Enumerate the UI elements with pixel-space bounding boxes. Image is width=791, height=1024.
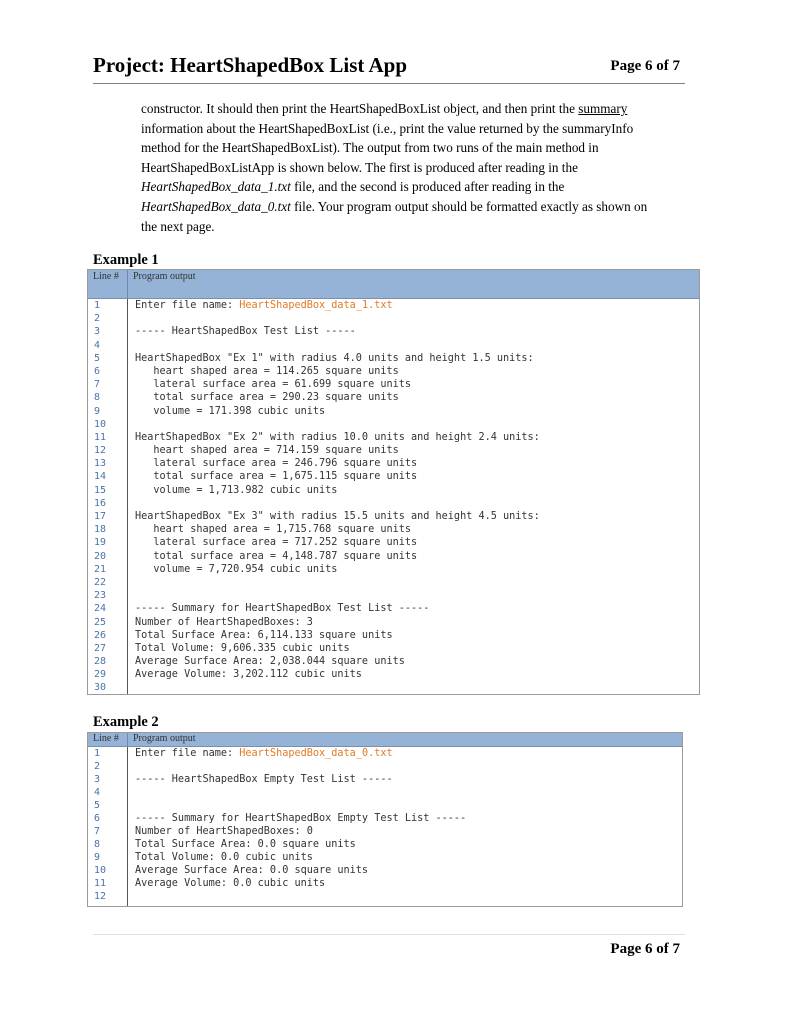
output-line (135, 890, 466, 903)
line-number: 7 (94, 379, 101, 391)
line-number: 15 (94, 484, 107, 496)
line-number: 20 (94, 550, 107, 562)
line-number: 9 (94, 852, 101, 863)
output-line: lateral surface area = 717.252 square units (135, 537, 418, 549)
output-line (135, 576, 540, 589)
line-numbers (88, 299, 128, 694)
output-line (135, 786, 466, 799)
output-line: HeartShapedBox "Ex 3" with radius 15.5 units and height 4.5 units: (135, 511, 540, 522)
line-number: 4 (94, 339, 101, 351)
output-line: Average Surface Area: 0.0 square units (135, 865, 369, 876)
line-number: 28 (94, 656, 107, 668)
paragraph-line: HeartShapedBoxListApp is shown below. The first is produced after reading in the (141, 159, 578, 175)
output-line (135, 418, 540, 431)
output-line: lateral surface area = 61.699 square units (135, 379, 412, 391)
output-line (135, 589, 540, 602)
output-line: Average Volume: 3,202.112 cubic units (135, 669, 362, 681)
line-number: 2 (94, 761, 101, 772)
line-number: 3 (94, 774, 101, 785)
example-1-label: Example 1 (93, 252, 159, 268)
output-line: HeartShapedBox "Ex 2" with radius 10.0 units and height 2.4 units: (135, 431, 540, 443)
line-number: 12 (94, 445, 107, 457)
output-line (135, 681, 540, 694)
line-numbers (88, 747, 128, 906)
output-line: total surface area = 4,148.787 square units (135, 550, 418, 562)
filename-italic: HeartShapedBox_data_1.txt (141, 179, 291, 195)
output-line: Average Volume: 0.0 cubic units (135, 878, 326, 889)
paragraph-line: information about the HeartShapedBoxList (i.e., print the value returned by the summaryInfo (141, 120, 634, 136)
output-line: volume = 171.398 cubic units (135, 405, 326, 417)
output-line: Number of HeartShapedBoxes: 0 (135, 826, 313, 837)
output-lines (128, 299, 540, 694)
output-line: volume = 1,713.982 cubic units (135, 484, 338, 496)
example-2-label: Example 2 (93, 714, 159, 730)
table-body (88, 299, 699, 694)
example-2-output-table (87, 732, 683, 907)
document-title: Project: HeartShapedBox List App (93, 53, 408, 77)
table-header (88, 270, 699, 299)
line-number: 22 (94, 576, 107, 588)
filename-italic: HeartShapedBox_data_0.txt (141, 198, 291, 214)
line-number: 5 (94, 352, 101, 364)
line-number: 8 (94, 392, 101, 404)
line-number: 2 (94, 313, 101, 325)
line-number: 5 (94, 800, 101, 811)
footer-page-number: Page 6 of 7 (610, 941, 680, 957)
program-output-header: Program output (133, 271, 196, 282)
table-header (88, 733, 682, 747)
program-output-header: Program output (133, 733, 196, 744)
output-line: heart shaped area = 714.159 square units (135, 445, 399, 457)
output-line: total surface area = 290.23 square units (135, 392, 399, 404)
line-number: 17 (94, 511, 107, 522)
line-number: 27 (94, 642, 107, 654)
line-number: 16 (94, 497, 107, 509)
output-line: heart shaped area = 1,715.768 square units (135, 524, 412, 536)
paragraph-line: HeartShapedBox_data_0.txt file. Your program output should be formatted exactly as shown on (141, 198, 648, 214)
output-line: HeartShapedBox "Ex 1" with radius 4.0 units and height 1.5 units: (135, 352, 534, 364)
output-line (135, 339, 540, 352)
line-number: 24 (94, 603, 107, 615)
output-line: ----- Summary for HeartShapedBox Test List ----- (135, 603, 430, 615)
output-line: Total Surface Area: 6,114.133 square units (135, 629, 393, 641)
output-line: Total Volume: 0.0 cubic units (135, 852, 313, 863)
output-line (135, 760, 466, 773)
output-line: Total Volume: 9,606.335 cubic units (135, 642, 350, 654)
output-line (135, 312, 540, 325)
line-number-header: Line # (88, 270, 128, 298)
line-number: 26 (94, 629, 107, 641)
line-number: 25 (94, 616, 107, 628)
line-number: 12 (94, 891, 107, 902)
input-filename: HeartShapedBox_data_1.txt (239, 300, 393, 311)
line-number: 10 (94, 418, 107, 430)
output-line: ----- HeartShapedBox Test List ----- (135, 326, 356, 338)
line-number: 4 (94, 787, 101, 798)
line-number: 23 (94, 590, 107, 602)
table-body (88, 747, 682, 906)
output-line: Number of HeartShapedBoxes: 3 (135, 616, 313, 628)
line-number: 11 (94, 431, 107, 443)
paragraph-line: the next page. (141, 218, 215, 234)
output-line: Enter file name: HeartShapedBox_data_1.txt (135, 300, 393, 311)
output-line: total surface area = 1,675.115 square units (135, 471, 418, 483)
line-number: 1 (94, 748, 101, 759)
line-number: 18 (94, 524, 107, 536)
line-number: 11 (94, 878, 107, 889)
line-number: 1 (94, 300, 101, 311)
output-line: Average Surface Area: 2,038.044 square units (135, 656, 405, 668)
output-line: ----- Summary for HeartShapedBox Empty Test List ----- (135, 813, 467, 824)
output-lines (128, 747, 466, 906)
line-number: 9 (94, 405, 101, 417)
line-number: 30 (94, 682, 107, 694)
example-1-output-table (87, 269, 700, 695)
line-number: 8 (94, 839, 101, 850)
page-header (93, 53, 685, 84)
output-line: ----- HeartShapedBox Empty Test List ----- (135, 774, 393, 785)
output-line: heart shaped area = 114.265 square units (135, 365, 399, 377)
line-number: 6 (94, 813, 101, 824)
line-number: 19 (94, 537, 107, 549)
line-number: 14 (94, 471, 107, 483)
line-number: 21 (94, 563, 107, 575)
body-paragraph (141, 99, 701, 236)
paragraph-line: method for the HeartShapedBoxList). The output from two runs of the main method in (141, 140, 599, 156)
line-number: 29 (94, 669, 107, 681)
line-number: 6 (94, 365, 101, 377)
output-line (135, 497, 540, 510)
output-line (135, 799, 466, 812)
output-line: Total Surface Area: 0.0 square units (135, 839, 356, 850)
line-number: 7 (94, 826, 101, 837)
line-number: 3 (94, 326, 101, 338)
summary-underlined: summary (578, 101, 628, 116)
paragraph-line: HeartShapedBox_data_1.txt file, and the second is produced after reading in the (141, 179, 565, 195)
line-number: 13 (94, 458, 107, 470)
output-line: Enter file name: HeartShapedBox_data_0.txt (135, 748, 393, 759)
paragraph-line: constructor. It should then print the HeartShapedBoxList object, and then print the summary (141, 101, 628, 116)
input-filename: HeartShapedBox_data_0.txt (239, 748, 393, 759)
page-number: Page 6 of 7 (610, 58, 680, 74)
output-line: lateral surface area = 246.796 square units (135, 458, 418, 470)
line-number: 10 (94, 865, 107, 876)
output-line: volume = 7,720.954 cubic units (135, 563, 338, 575)
line-number-header: Line # (88, 733, 128, 746)
page-footer (93, 934, 685, 965)
